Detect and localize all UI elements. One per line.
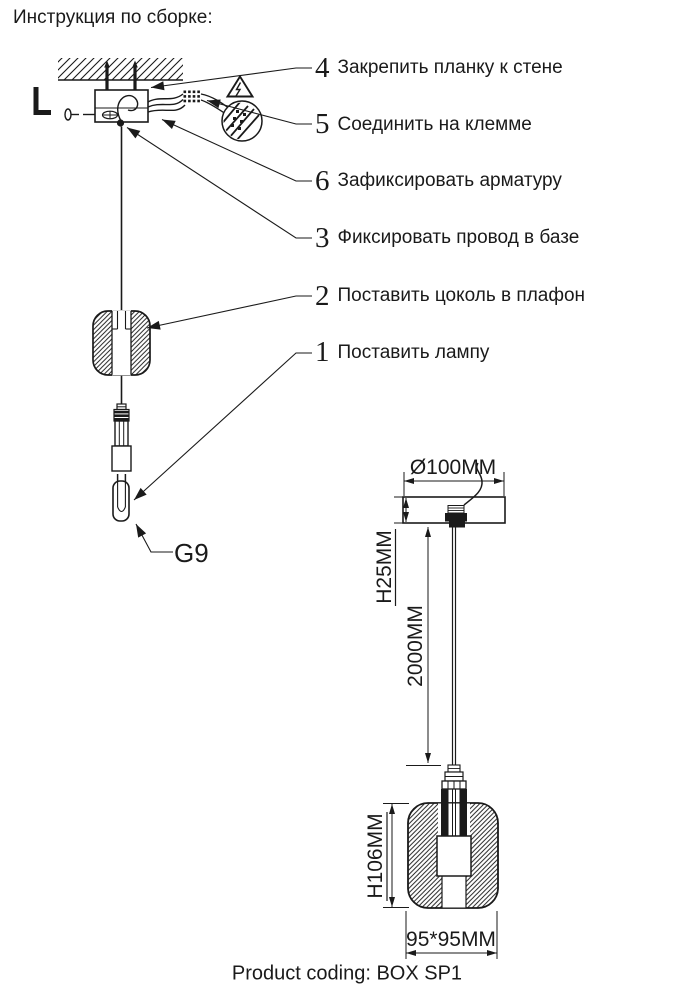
leader-lines xyxy=(125,68,312,552)
step-label: Поставить цоколь в плафон xyxy=(337,285,586,306)
step-row-2 xyxy=(315,279,585,313)
lamp-socket xyxy=(112,404,131,471)
cord-double-line xyxy=(453,528,456,766)
step-row-4 xyxy=(315,51,563,85)
dim-label-2000: 2000MM xyxy=(404,605,427,687)
step-row-1 xyxy=(315,336,489,370)
dim-label-h106: H106MM xyxy=(364,813,387,899)
step-label: Зафиксировать арматуру xyxy=(337,170,562,191)
hex-key-icon xyxy=(36,87,51,113)
ceiling-hatch xyxy=(58,58,183,80)
dimension-drawing xyxy=(383,463,505,959)
lamp-shade xyxy=(93,310,150,375)
step-row-5 xyxy=(315,108,532,142)
step-number: 4 xyxy=(315,51,330,84)
bulb-type-label: G9 xyxy=(174,538,209,568)
step-row-6 xyxy=(315,164,562,198)
terminal-block xyxy=(184,91,200,103)
step-number: 5 xyxy=(315,108,330,140)
warning-triangle-icon xyxy=(228,77,253,97)
mounting-plate xyxy=(95,90,148,127)
dim-label-diameter: Ø100MM xyxy=(409,456,497,479)
step-number: 3 xyxy=(315,221,330,254)
step-label: Фиксировать провод в базе xyxy=(337,227,580,248)
page-title: Инструкция по сборке: xyxy=(13,7,213,28)
dim-label-h25: H25MM xyxy=(373,530,396,604)
step-label: Поставить лампу xyxy=(337,341,490,363)
g9-bulb xyxy=(113,474,129,521)
step-number: 6 xyxy=(315,164,330,197)
dim-label-95x95: 95*95MM xyxy=(406,928,496,951)
step-label: Закрепить планку к стене xyxy=(337,57,563,78)
socket-strain-relief xyxy=(442,765,466,789)
step-label: Соединить на клемме xyxy=(337,113,532,135)
step-number: 1 xyxy=(315,336,330,368)
set-screw xyxy=(65,109,95,120)
step-number: 2 xyxy=(315,279,330,312)
step-row-3 xyxy=(315,221,579,255)
product-coding: Product coding: BOX SP1 xyxy=(231,962,463,985)
